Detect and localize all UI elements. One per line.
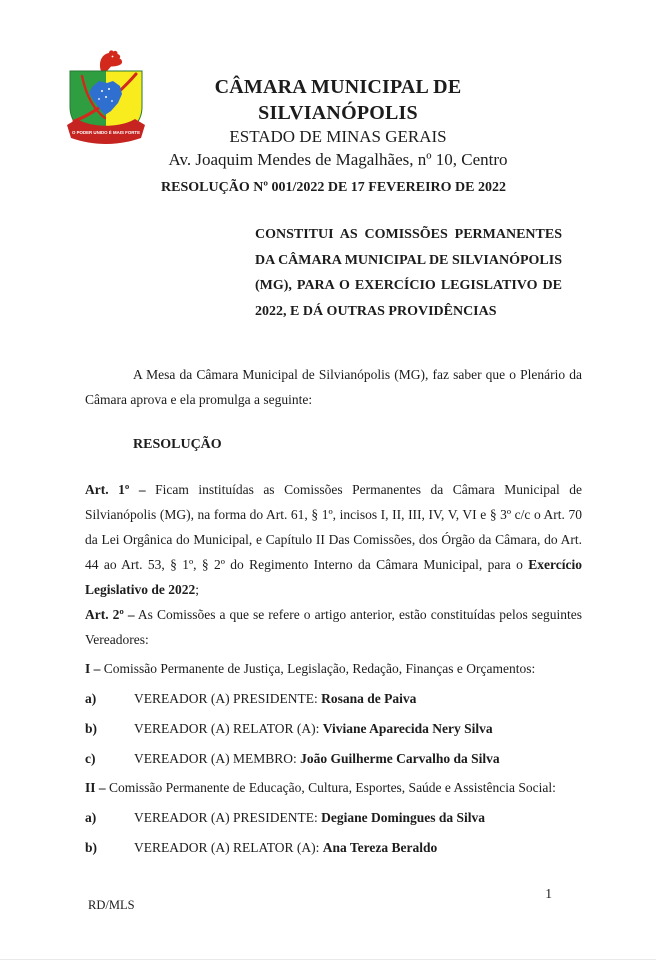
commission-1-heading: [85, 656, 582, 681]
address-line: Av. Joaquim Mendes de Magalhães, nº 10, Centro: [168, 150, 508, 169]
member-row: [85, 805, 582, 830]
member-letter: b): [85, 721, 98, 736]
commission-2-heading: [85, 775, 582, 800]
state-line: ESTADO DE MINAS GERAIS: [229, 127, 447, 146]
member-role: VEREADOR (A) RELATOR (A):: [134, 721, 323, 736]
rooster-icon: [100, 50, 122, 71]
article-1: [85, 477, 582, 602]
commission-1-title: Comissão Permanente de Justiça, Legislação, Redação, Finanças e Orçamentos:: [100, 661, 536, 676]
article-2: [85, 602, 582, 652]
member-text: [134, 835, 437, 860]
article-1-label: Art. 1º –: [85, 482, 146, 497]
commission-2-title: Comissão Permanente de Educação, Cultura, Esportes, Saúde e Assistência Social:: [105, 780, 556, 795]
crest-motto-text: O PODER UNIDO É MAIS FORTE: [71, 130, 141, 135]
member-name: João Guilherme Carvalho da Silva: [300, 751, 500, 766]
member-text: [134, 716, 493, 741]
member-text: [134, 686, 416, 711]
member-text: [134, 805, 485, 830]
preamble: A Mesa da Câmara Municipal de Silvianópolis (MG), faz saber que o Plenário da Câmara aprova e ela promulga a seguinte:: [85, 367, 582, 407]
document-body: [85, 362, 582, 860]
article-1-text: Ficam instituídas as Comissões Permanentes da Câmara Municipal de Silvianópolis (MG), na forma do Art. 61, § 1º, incisos I, II, III, IV, V, VI e § 3º c/c o Art. 70 da Lei Orgânica do Municipal, e Capítulo II Das Comissões, dos Órgão da Câmara, do Art. 44 ao Art. 53, § 1º, § 2º do Regimento Interno da Câmara Municipal, para o: [85, 482, 582, 572]
member-text: [134, 746, 500, 771]
article-2-text: As Comissões a que se refere o artigo anterior, estão constituídas pelos seguintes Vereadores:: [85, 607, 583, 647]
page-number: 1: [545, 886, 552, 901]
member-role: VEREADOR (A) PRESIDENTE:: [134, 810, 322, 825]
member-letter: c): [85, 751, 96, 766]
member-row: [85, 686, 582, 711]
article-1-bold-text: Exercício Legislativo de 2022: [85, 557, 582, 597]
member-name: Degiane Domingues da Silva: [321, 810, 486, 825]
commission-2-numeral: II –: [85, 780, 106, 795]
organization-name: CÂMARA MUNICIPAL DE SILVIANÓPOLIS: [214, 76, 462, 124]
member-role: VEREADOR (A) MEMBRO:: [134, 751, 301, 766]
member-name: Viviane Aparecida Nery Silva: [322, 721, 493, 736]
member-row: [85, 716, 582, 741]
resolution-title: RESOLUÇÃO Nº 001/2022 DE 17 FEVEREIRO DE 2022: [161, 180, 506, 195]
footer-initials: RD/MLS: [88, 898, 135, 912]
section-heading: RESOLUÇÃO: [133, 437, 222, 452]
member-letter: a): [85, 810, 97, 825]
member-row: [85, 746, 582, 771]
letterhead: [138, 74, 538, 171]
resolution-summary: CONSTITUI AS COMISSÕES PERMANENTES DA CÂMARA MUNICIPAL DE SILVIANÓPOLIS (MG), PARA O EXERCÍCIO LEGISLATIVO DE 2022, E DÁ OUTRAS PROVIDÊNCIAS: [255, 227, 562, 319]
member-name: Rosana de Paiva: [321, 691, 417, 706]
member-letter: a): [85, 691, 97, 706]
member-letter: b): [85, 840, 98, 855]
article-2-label: Art. 2º –: [85, 607, 135, 622]
member-name: Ana Tereza Beraldo: [322, 840, 438, 855]
member-role: VEREADOR (A) PRESIDENTE:: [134, 691, 322, 706]
commission-1-numeral: I –: [85, 661, 101, 676]
article-1-text-end: ;: [195, 582, 200, 597]
municipal-coat-of-arms-icon: [62, 49, 150, 149]
member-row: [85, 835, 582, 860]
member-role: VEREADOR (A) RELATOR (A):: [134, 840, 323, 855]
